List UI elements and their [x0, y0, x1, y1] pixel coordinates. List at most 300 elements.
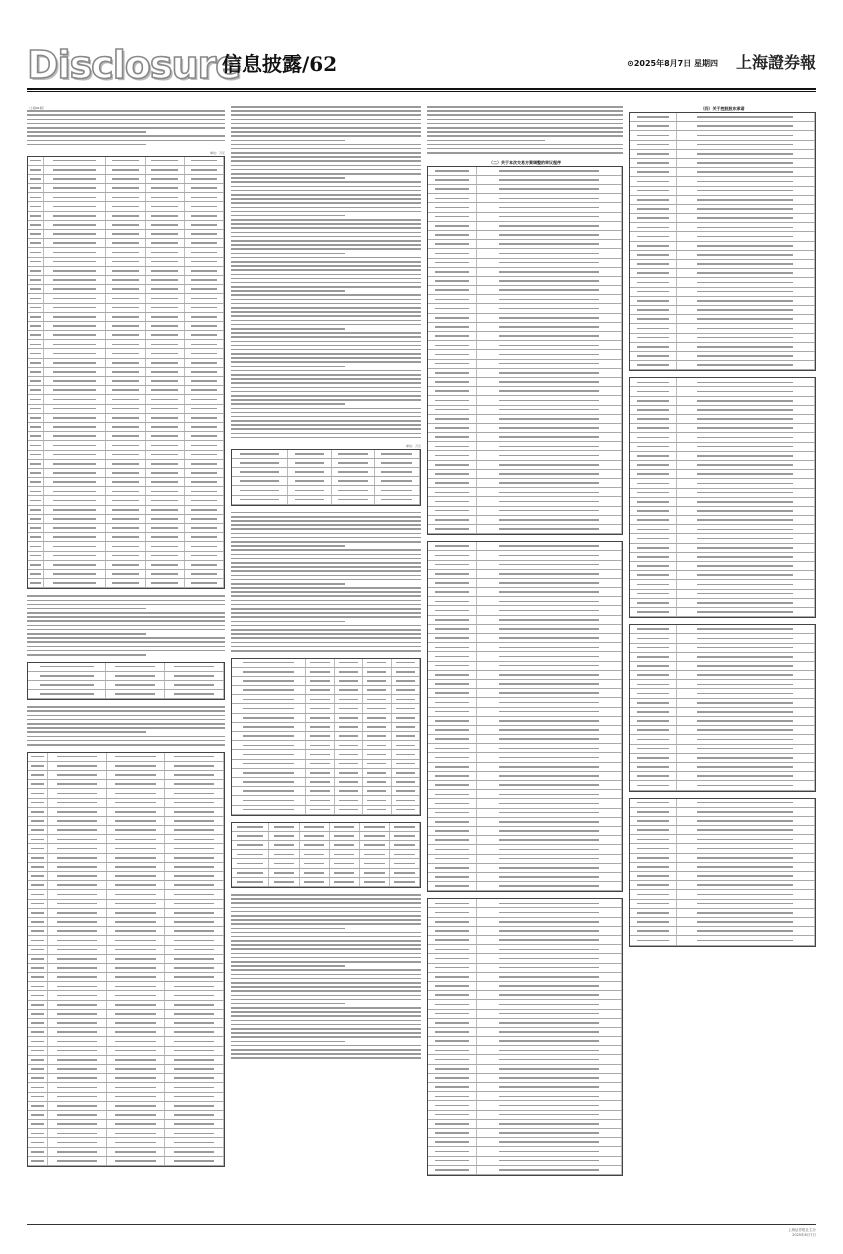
table-cell [107, 955, 166, 963]
table-cell [477, 1157, 622, 1165]
table-cell [428, 194, 477, 202]
table-cell [677, 699, 815, 707]
table-cell [48, 799, 107, 807]
table-cell [106, 359, 145, 367]
table-cell [106, 542, 145, 550]
table-cell [630, 223, 677, 231]
table-row [428, 1120, 622, 1129]
table-cell [44, 285, 106, 293]
table-cell [44, 542, 106, 550]
table-cell [306, 659, 334, 667]
table-cell [48, 808, 107, 816]
text-line [231, 119, 421, 121]
table-row [630, 544, 815, 553]
table-cell [146, 202, 185, 210]
table-cell [232, 468, 288, 476]
table-cell [477, 809, 622, 817]
table-cell [306, 695, 334, 703]
table-row [428, 387, 622, 396]
table-cell [165, 681, 224, 689]
text-line [231, 1020, 421, 1022]
table-cell [165, 1111, 224, 1119]
table-row [232, 723, 420, 732]
table-cell [477, 479, 622, 487]
table-cell [28, 496, 44, 504]
table-cell [477, 908, 622, 916]
table-row [630, 378, 815, 387]
column-1-paragraph-2 [27, 595, 225, 655]
table-cell [106, 663, 165, 671]
table-cell [28, 377, 44, 385]
table-row [428, 836, 622, 845]
text-line [231, 395, 421, 397]
table-cell [428, 772, 477, 780]
table-cell [306, 769, 334, 777]
text-line [231, 169, 421, 171]
table-cell [677, 260, 815, 268]
table-cell [146, 331, 185, 339]
table-cell [106, 377, 145, 385]
table-cell [165, 918, 224, 926]
table-cell [28, 561, 44, 569]
table-cell [146, 359, 185, 367]
table-cell [477, 1083, 622, 1091]
table-cell [677, 599, 815, 607]
table-cell [477, 991, 622, 999]
table-cell [677, 534, 815, 542]
table-cell [428, 240, 477, 248]
table-row [428, 936, 622, 945]
table-cell [677, 433, 815, 441]
text-line [231, 114, 421, 116]
table-cell [146, 414, 185, 422]
table-cell [28, 771, 48, 779]
table-cell [106, 487, 145, 495]
column-4 [629, 106, 816, 953]
table-cell [428, 451, 477, 459]
table-cell [48, 1093, 107, 1101]
table-cell [335, 806, 363, 814]
table-cell [28, 1056, 48, 1064]
table-cell [165, 982, 224, 990]
table-cell [48, 817, 107, 825]
table-cell [232, 659, 306, 667]
table-row [28, 780, 224, 789]
table-cell [48, 1037, 107, 1045]
table-row [28, 561, 224, 570]
table-row [630, 507, 815, 516]
table-row [630, 415, 815, 424]
table-cell [185, 496, 224, 504]
table-cell [477, 964, 622, 972]
text-line [231, 357, 421, 359]
table-row [428, 982, 622, 991]
table-cell [146, 184, 185, 192]
text-line [231, 207, 421, 209]
table-cell [477, 671, 622, 679]
table-cell [106, 515, 145, 523]
table-cell [48, 909, 107, 917]
table-row [28, 808, 224, 817]
table-cell [428, 643, 477, 651]
table-row [232, 695, 420, 704]
table-cell [28, 368, 44, 376]
text-line [231, 528, 421, 530]
table-cell [48, 1074, 107, 1082]
table-row [28, 1093, 224, 1102]
table-cell [185, 294, 224, 302]
table-row [28, 946, 224, 955]
table-cell [677, 251, 815, 259]
text-line [231, 240, 421, 242]
table-cell [44, 157, 106, 165]
table-row [428, 652, 622, 661]
table-row [232, 659, 420, 668]
page-footer [690, 1228, 816, 1238]
text-line [231, 633, 421, 635]
table-row [28, 304, 224, 313]
table-row [28, 313, 224, 322]
table-cell [428, 415, 477, 423]
table-cell [300, 832, 330, 840]
table-cell [375, 450, 420, 458]
table-row [428, 497, 622, 506]
table-row [28, 771, 224, 780]
table-cell [630, 433, 677, 441]
table-cell [185, 478, 224, 486]
table-row [630, 763, 815, 772]
table-cell [477, 415, 622, 423]
text-line [231, 186, 421, 188]
table-cell [428, 332, 477, 340]
table-cell [44, 377, 106, 385]
table-row [630, 745, 815, 754]
table-cell [146, 395, 185, 403]
table-cell [107, 780, 166, 788]
table-cell [428, 176, 477, 184]
table-cell [428, 167, 477, 175]
table-cell [44, 524, 106, 532]
table-cell [28, 322, 44, 330]
table-cell [630, 854, 677, 862]
text-line [231, 1053, 421, 1055]
table-cell [677, 306, 815, 314]
table-row [28, 1120, 224, 1129]
table-row [28, 1157, 224, 1166]
table-row [28, 322, 224, 331]
table-cell [44, 506, 106, 514]
text-line [231, 127, 421, 129]
table-row [28, 377, 224, 386]
table-cell [428, 625, 477, 633]
table-cell [428, 873, 477, 881]
table-cell [44, 349, 106, 357]
table-row [428, 818, 622, 827]
table-cell [44, 340, 106, 348]
table-cell [392, 787, 420, 795]
text-line [231, 311, 421, 313]
table-cell [428, 203, 477, 211]
table-cell [146, 157, 185, 165]
text-line [231, 894, 421, 896]
table-cell [106, 221, 145, 229]
table-cell [232, 732, 306, 740]
table-cell [146, 524, 185, 532]
table-cell [107, 909, 166, 917]
table-cell [428, 1000, 477, 1008]
table-row [630, 387, 815, 396]
table-cell [630, 452, 677, 460]
table-cell [677, 159, 815, 167]
table-cell [306, 806, 334, 814]
table-cell [630, 479, 677, 487]
table-row [28, 753, 224, 762]
table-row [428, 927, 622, 936]
table-cell [677, 844, 815, 852]
text-line [231, 537, 421, 539]
table-cell [165, 881, 224, 889]
table-cell [106, 230, 145, 238]
table-row [28, 552, 224, 561]
table-cell [165, 1010, 224, 1018]
table-cell [630, 900, 677, 908]
table-row [428, 268, 622, 277]
table-cell [335, 723, 363, 731]
table-row [630, 534, 815, 543]
table-cell [677, 150, 815, 158]
table-cell [477, 1092, 622, 1100]
table-cell [48, 973, 107, 981]
table-row [232, 859, 420, 868]
table-cell [428, 991, 477, 999]
table-cell [107, 817, 166, 825]
table-cell [48, 762, 107, 770]
table-row [630, 251, 815, 260]
table-row [428, 1019, 622, 1028]
table-cell [48, 991, 107, 999]
table-row [630, 352, 815, 361]
table-cell [232, 769, 306, 777]
table-cell [185, 331, 224, 339]
table-cell [107, 863, 166, 871]
table-cell [107, 1102, 166, 1110]
table-cell [48, 863, 107, 871]
table-row [28, 690, 224, 699]
table-cell [428, 680, 477, 688]
table-cell [106, 193, 145, 201]
table-cell [48, 946, 107, 954]
table-row [428, 954, 622, 963]
table-row [28, 982, 224, 991]
table-cell [428, 1028, 477, 1036]
table-row [630, 717, 815, 726]
table-row [28, 835, 224, 844]
table-cell [288, 496, 331, 504]
table-cell [428, 579, 477, 587]
table-cell [392, 760, 420, 768]
table-cell [630, 644, 677, 652]
table-row [630, 562, 815, 571]
table-row [630, 489, 815, 498]
text-line [231, 173, 421, 175]
table-cell [44, 570, 106, 578]
table-cell [477, 570, 622, 578]
text-line [231, 1015, 421, 1017]
table-cell [392, 686, 420, 694]
table-cell [477, 507, 622, 515]
table-row [630, 863, 815, 872]
table-row [428, 551, 622, 560]
table-cell [185, 542, 224, 550]
table-cell [232, 714, 306, 722]
table-cell [28, 193, 44, 201]
table-cell [185, 175, 224, 183]
table-cell [477, 332, 622, 340]
table-cell [165, 835, 224, 843]
text-line [231, 936, 421, 938]
text-line [231, 591, 421, 593]
table-cell [232, 878, 269, 886]
table-cell [360, 869, 390, 877]
table-cell [165, 1093, 224, 1101]
table-cell [428, 561, 477, 569]
text-line [231, 524, 421, 526]
table-cell [677, 608, 815, 616]
table-row [428, 415, 622, 424]
table-cell [28, 844, 48, 852]
table-cell [428, 588, 477, 596]
table-cell [232, 486, 288, 494]
table-cell [677, 470, 815, 478]
table-row [28, 890, 224, 899]
text-line [231, 608, 421, 610]
table-cell [630, 634, 677, 642]
table-row [232, 477, 420, 486]
table-cell [306, 723, 334, 731]
table-cell [185, 166, 224, 174]
table-cell [677, 772, 815, 780]
table-cell [477, 918, 622, 926]
table-cell [106, 184, 145, 192]
table-cell [363, 668, 391, 676]
column-3-table-a [427, 166, 623, 536]
table-row [428, 689, 622, 698]
text-line [231, 562, 421, 564]
table-row [28, 496, 224, 505]
table-cell [106, 681, 165, 689]
table-cell [477, 1046, 622, 1054]
table-cell [630, 580, 677, 588]
column-4-heading: （四）关于控股股东承诺 [700, 106, 745, 111]
text-line [231, 257, 421, 259]
text-line [231, 324, 421, 326]
table-cell [330, 859, 360, 867]
table-cell [28, 872, 48, 880]
table-cell [185, 193, 224, 201]
table-cell [630, 406, 677, 414]
table-row [28, 212, 224, 221]
text-line [231, 144, 421, 146]
table-cell [677, 507, 815, 515]
table-cell [146, 212, 185, 220]
table-cell [146, 542, 185, 550]
table-cell [332, 496, 375, 504]
table-row [28, 267, 224, 276]
table-cell [48, 844, 107, 852]
text-line [231, 516, 421, 518]
table-row [428, 470, 622, 479]
table-cell [428, 945, 477, 953]
table-cell [428, 606, 477, 614]
table-cell [165, 909, 224, 917]
table-row [28, 1010, 224, 1019]
table-cell [477, 680, 622, 688]
table-row [428, 213, 622, 222]
table-row [630, 479, 815, 488]
table-row [630, 443, 815, 452]
table-row [28, 1129, 224, 1138]
table-cell [630, 726, 677, 734]
column-2-unit: 单位：万元 [405, 444, 421, 449]
table-cell [477, 1037, 622, 1045]
table-cell [330, 832, 360, 840]
table-cell [630, 498, 677, 506]
table-cell [477, 350, 622, 358]
text-line [231, 420, 421, 422]
table-cell [28, 175, 44, 183]
table-row [28, 230, 224, 239]
table-row [232, 686, 420, 695]
table-cell [185, 579, 224, 587]
table-cell [428, 323, 477, 331]
text-line [231, 106, 421, 108]
table-cell [28, 552, 44, 560]
table-cell [630, 835, 677, 843]
text-line [231, 1032, 421, 1034]
table-cell [477, 1074, 622, 1082]
table-cell [185, 432, 224, 440]
table-cell [677, 525, 815, 533]
table-row [28, 294, 224, 303]
table-row [630, 498, 815, 507]
table-cell [428, 726, 477, 734]
table-cell [106, 496, 145, 504]
table-cell [428, 341, 477, 349]
table-row [28, 681, 224, 690]
table-cell [107, 1019, 166, 1027]
column-4-table-a [629, 112, 816, 371]
table-cell [106, 175, 145, 183]
table-cell [392, 677, 420, 685]
text-line [231, 948, 421, 950]
table-cell [677, 443, 815, 451]
table-cell [477, 781, 622, 789]
table-cell [390, 859, 420, 867]
table-row [630, 122, 815, 131]
table-cell [48, 1120, 107, 1128]
table-cell [48, 982, 107, 990]
table-row [28, 789, 224, 798]
table-cell [107, 789, 166, 797]
table-cell [477, 222, 622, 230]
table-cell [48, 753, 107, 761]
table-cell [477, 1000, 622, 1008]
table-cell [330, 878, 360, 886]
table-cell [630, 387, 677, 395]
table-cell [28, 672, 106, 680]
table-cell [428, 864, 477, 872]
table-row [428, 378, 622, 387]
